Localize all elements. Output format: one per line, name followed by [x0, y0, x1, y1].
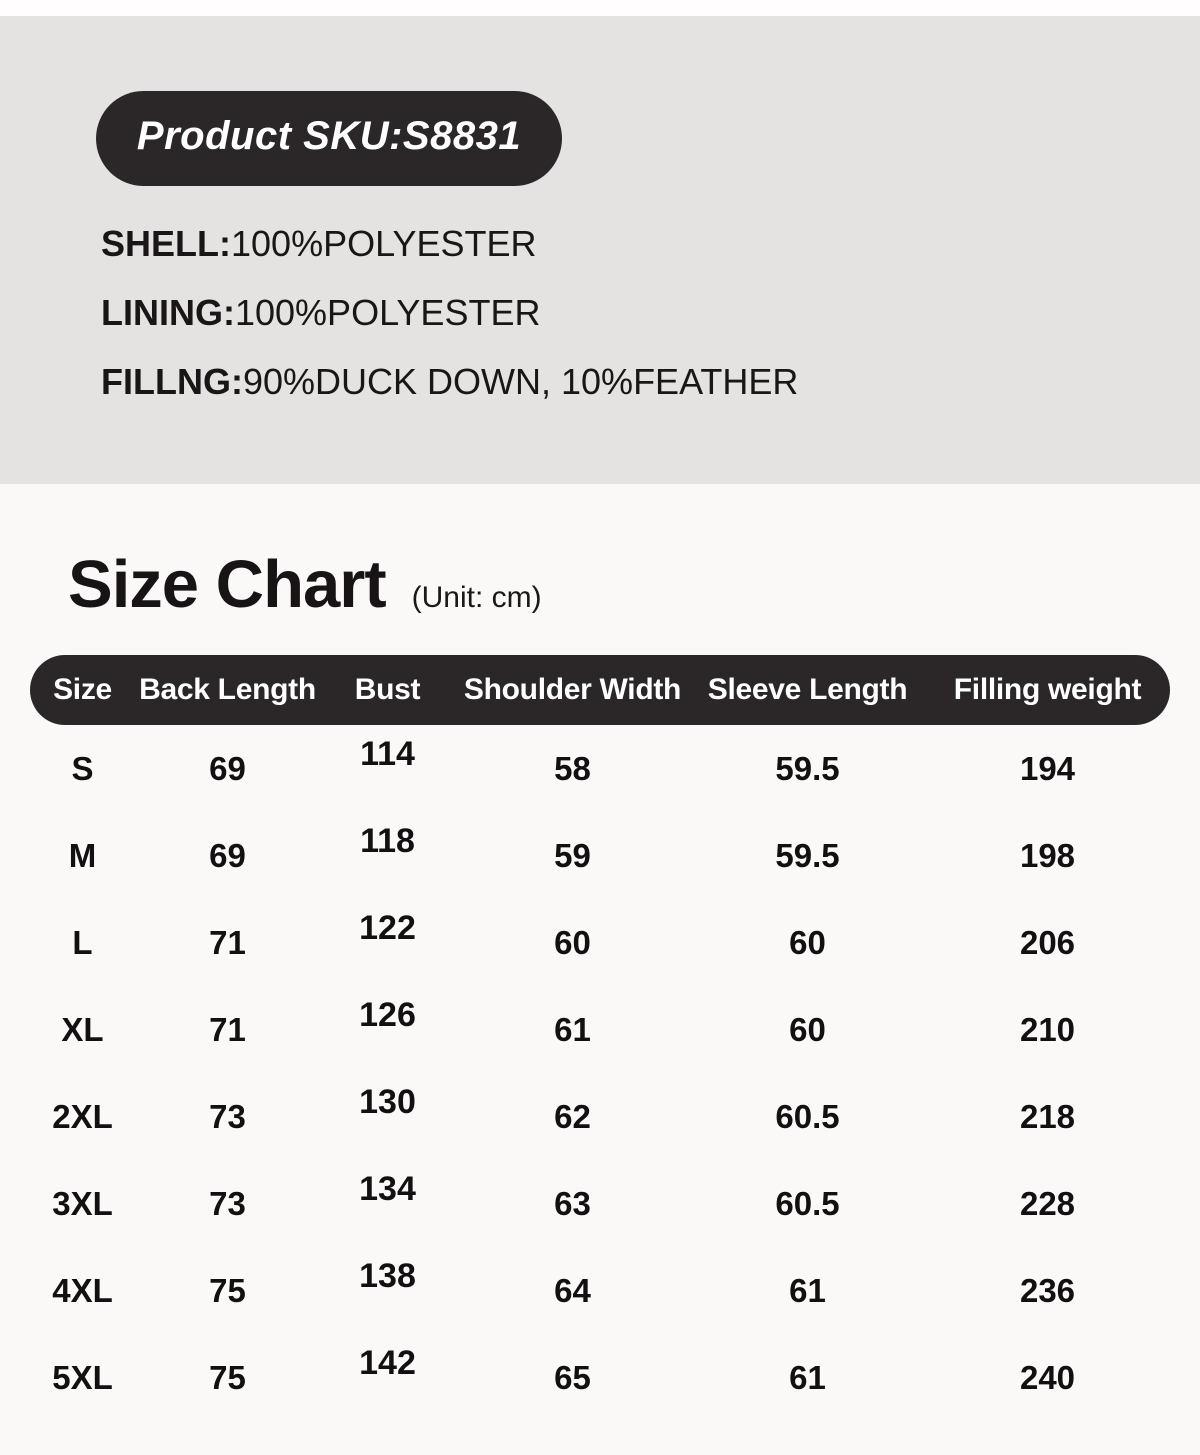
cell-text: 75 [209, 1271, 246, 1309]
product-sku-badge [96, 91, 562, 186]
cell-text: 61 [789, 1358, 826, 1396]
measurement-cell [455, 725, 690, 812]
size-chart-unit-label: (Unit: cm) [411, 581, 542, 614]
cell-text: 73 [209, 1097, 246, 1135]
measurement-cell [455, 1247, 690, 1334]
cell-text: 114 [360, 735, 415, 773]
measurement-cell [690, 1160, 925, 1247]
measurement-cell [690, 1247, 925, 1334]
cell-text: 62 [554, 1097, 591, 1135]
table-row-s [30, 725, 1170, 812]
measurement-cell [925, 812, 1170, 899]
cell-text: 71 [209, 923, 246, 961]
top-white-strip [0, 0, 1200, 16]
measurement-cell [690, 725, 925, 812]
cell-text: 194 [1019, 749, 1076, 787]
measurement-cell [135, 812, 320, 899]
measurement-cell [320, 1073, 455, 1160]
measurement-cell [455, 986, 690, 1073]
cell-text: 65 [554, 1358, 591, 1396]
cell-text: 61 [789, 1271, 826, 1309]
cell-text: 71 [209, 1010, 246, 1048]
cell-text: 69 [209, 836, 246, 874]
measurement-cell [320, 1334, 455, 1421]
measurement-cell [135, 725, 320, 812]
size-chart-title-row [68, 546, 542, 623]
spec-line-filling [101, 360, 798, 403]
product-sku-text: Product SKU:S8831 [136, 114, 522, 158]
cell-text: 73 [209, 1184, 246, 1222]
table-row-l [30, 899, 1170, 986]
measurement-cell [455, 812, 690, 899]
table-row-3xl [30, 1160, 1170, 1247]
cell-text: 59.5 [775, 749, 840, 787]
column-header-back-length: Back Length [135, 655, 320, 725]
cell-text: 60.5 [775, 1184, 840, 1222]
spec-value-lining: 100%POLYESTER [234, 292, 541, 334]
measurement-cell [320, 899, 455, 986]
table-row-2xl [30, 1073, 1170, 1160]
cell-text: 142 [359, 1344, 416, 1382]
cell-text: 61 [554, 1010, 591, 1048]
cell-text: 240 [1019, 1358, 1076, 1396]
table-row-4xl [30, 1247, 1170, 1334]
cell-text: 4XL [52, 1271, 113, 1309]
measurement-cell [925, 986, 1170, 1073]
cell-text: 138 [359, 1257, 416, 1295]
size-label-cell [30, 812, 135, 899]
size-chart-section [0, 484, 1200, 1455]
size-chart-title: Size Chart [68, 547, 386, 622]
measurement-cell [690, 986, 925, 1073]
size-label-cell [30, 1247, 135, 1334]
spec-line-lining [101, 291, 798, 334]
measurement-cell [135, 1073, 320, 1160]
cell-text: 228 [1019, 1184, 1076, 1222]
measurement-cell [320, 725, 455, 812]
measurement-cell [455, 899, 690, 986]
spec-value-filling: 90%DUCK DOWN, 10%FEATHER [242, 361, 799, 403]
size-chart-body [30, 725, 1170, 1421]
measurement-cell [690, 812, 925, 899]
column-header-size: Size [30, 655, 135, 725]
measurement-cell [135, 1247, 320, 1334]
measurement-cell [320, 1160, 455, 1247]
measurement-cell [320, 1247, 455, 1334]
cell-text: XL [61, 1010, 104, 1048]
measurement-cell [690, 899, 925, 986]
cell-text: 2XL [52, 1097, 113, 1135]
measurement-cell [135, 899, 320, 986]
cell-text: 210 [1019, 1010, 1076, 1048]
cell-text: 126 [359, 996, 416, 1034]
measurement-cell [455, 1160, 690, 1247]
table-row-xl [30, 986, 1170, 1073]
size-label-cell [30, 986, 135, 1073]
cell-text: 59.5 [775, 836, 840, 874]
cell-text: 134 [359, 1170, 416, 1208]
spec-label-lining: LINING: [101, 292, 235, 334]
size-label-cell [30, 1160, 135, 1247]
table-row-5xl [30, 1334, 1170, 1421]
cell-text: 3XL [52, 1184, 113, 1222]
product-info-panel [0, 16, 1200, 484]
spec-line-shell [101, 222, 798, 265]
spec-label-filling: FILLNG: [101, 361, 243, 403]
column-header-bust: Bust [320, 655, 455, 725]
measurement-cell [135, 986, 320, 1073]
cell-text: 5XL [52, 1358, 113, 1396]
table-row-m [30, 812, 1170, 899]
size-label-cell [30, 899, 135, 986]
measurement-cell [455, 1334, 690, 1421]
cell-text: 60 [554, 923, 591, 961]
measurement-cell [455, 1073, 690, 1160]
cell-text: 60 [789, 1010, 826, 1048]
cell-text: 206 [1019, 923, 1076, 961]
cell-text: 69 [209, 749, 246, 787]
measurement-cell [135, 1334, 320, 1421]
cell-text: 59 [554, 836, 591, 874]
spec-label-shell: SHELL: [101, 223, 231, 264]
cell-text: 118 [360, 822, 415, 860]
cell-text: 122 [359, 909, 416, 947]
measurement-cell [925, 1073, 1170, 1160]
cell-text: 75 [209, 1358, 246, 1396]
cell-text: S [71, 749, 94, 787]
measurement-cell [925, 1334, 1170, 1421]
cell-text: M [68, 836, 97, 874]
column-header-sleeve-length: Sleeve Length [690, 655, 925, 725]
cell-text: 58 [554, 749, 591, 787]
column-header-filling-weight: Filling weight [925, 655, 1170, 725]
size-chart-table [30, 655, 1170, 1421]
measurement-cell [135, 1160, 320, 1247]
measurement-cell [925, 1247, 1170, 1334]
spec-value-shell: 100%POLYESTER [231, 223, 537, 264]
size-label-cell [30, 1334, 135, 1421]
cell-text: 198 [1019, 836, 1076, 874]
measurement-cell [925, 725, 1170, 812]
measurement-cell [925, 1160, 1170, 1247]
measurement-cell [320, 812, 455, 899]
cell-text: 130 [359, 1083, 416, 1121]
size-label-cell [30, 1073, 135, 1160]
measurement-cell [320, 986, 455, 1073]
cell-text: 236 [1019, 1271, 1076, 1309]
cell-text: L [72, 923, 93, 961]
cell-text: 60.5 [775, 1097, 840, 1135]
cell-text: 60 [789, 923, 826, 961]
size-chart-header-row [30, 655, 1170, 725]
cell-text: 64 [554, 1271, 591, 1309]
size-label-cell [30, 725, 135, 812]
measurement-cell [690, 1073, 925, 1160]
cell-text: 63 [554, 1184, 591, 1222]
measurement-cell [690, 1334, 925, 1421]
column-header-shoulder-width: Shoulder Width [455, 655, 690, 725]
material-specs [101, 222, 798, 404]
cell-text: 218 [1019, 1097, 1076, 1135]
measurement-cell [925, 899, 1170, 986]
